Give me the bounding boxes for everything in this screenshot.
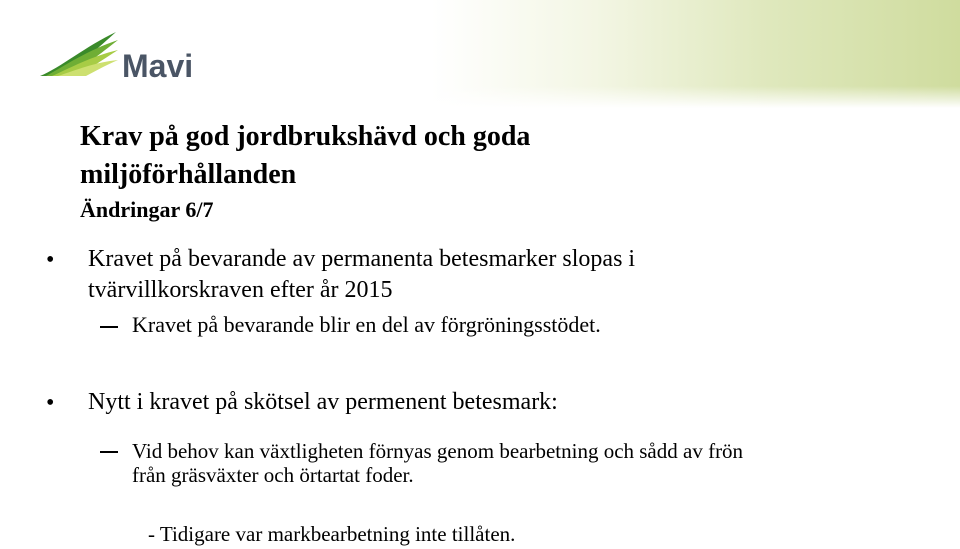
leaf-swoosh-icon: [38, 28, 122, 86]
sub-bullet-dash: [100, 451, 118, 453]
bullet-marker: •: [46, 247, 55, 273]
mavi-logo: [38, 28, 198, 86]
brand-name: Mavi: [122, 48, 194, 84]
bullet-marker: •: [46, 390, 55, 416]
title-block: [80, 118, 680, 224]
slide-subtitle: Ändringar 6/7: [80, 197, 214, 222]
bullet-2-note: - Tidigare var markbearbetning inte tillåten.: [148, 522, 516, 546]
slide-title: Krav på god jordbrukshävd och goda miljöförhållanden: [80, 121, 531, 190]
bullet-2-sub-line-1: Vid behov kan växtligheten förnyas genom bearbetning och sådd av frön: [132, 439, 744, 463]
bullet-1-line-1: Kravet på bevarande av permanenta betesmarker slopas i: [88, 246, 636, 272]
sub-bullet-dash: [100, 326, 118, 328]
bullet-2-line-1: Nytt i kravet på skötsel av permenent betesmark:: [88, 389, 558, 415]
bullet-1-sub: Kravet på bevarande blir en del av förgröningsstödet.: [132, 312, 601, 337]
bullet-1-line-2: tvärvillkorskraven efter år 2015: [88, 277, 393, 303]
bullet-2-sub-line-2: från gräsväxter och örtartat foder.: [132, 463, 414, 487]
